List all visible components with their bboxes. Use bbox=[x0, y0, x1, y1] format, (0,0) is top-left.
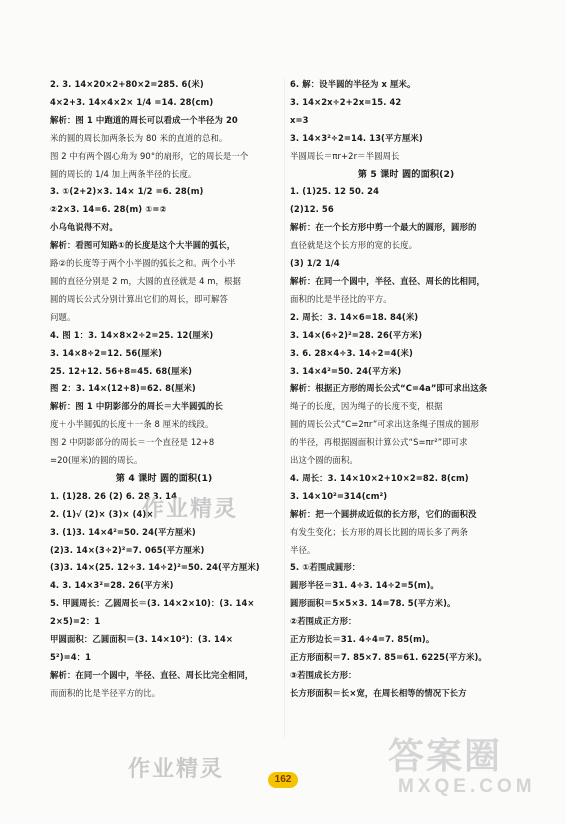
answer-line bbox=[290, 273, 522, 291]
line-text: 3. 14×(6÷2)²=28. 26(平方米) bbox=[290, 329, 423, 340]
answer-line bbox=[290, 237, 522, 255]
answer-line bbox=[50, 363, 278, 381]
analysis-label: 解析 bbox=[290, 222, 307, 233]
answer-line bbox=[290, 345, 522, 363]
line-text: 4. 3. 14×3²=28. 26(平方米) bbox=[50, 580, 174, 591]
section-title bbox=[290, 166, 522, 184]
answer-line bbox=[50, 559, 278, 577]
line-text: 圆的直径分别是 2 m，大圆的直径就是 4 m，根据 bbox=[50, 275, 241, 286]
section-title bbox=[50, 470, 278, 488]
line-text: 2. 3. 14×20×2+80×2=285. 6(米) bbox=[50, 79, 204, 89]
line-text: ：看图可知路①的长度是这个大半圆的弧长， bbox=[66, 240, 236, 251]
right-column bbox=[290, 76, 522, 703]
answer-line bbox=[50, 667, 278, 685]
answer-line bbox=[290, 649, 522, 667]
line-text: 圆的周长公式“C=2πr”可求出这条绳子围成的圆形 bbox=[290, 419, 479, 430]
answer-line bbox=[290, 380, 522, 398]
answer-line bbox=[290, 559, 522, 577]
line-text: 6. 解：设半圆的半径为 x 厘米。 bbox=[290, 79, 416, 89]
answer-line bbox=[290, 398, 522, 416]
line-text: 4×2+3. 14×4×2× 1/4 =14. 28(cm) bbox=[50, 96, 214, 107]
line-text: 有发生变化；长方形的周长比圆的周长多了两条 bbox=[290, 526, 468, 537]
line-text: ②若围成正方形： bbox=[290, 616, 357, 627]
answer-line bbox=[50, 327, 278, 345]
analysis-label: 解析 bbox=[290, 508, 307, 519]
answer-line bbox=[50, 542, 278, 560]
answer-line bbox=[290, 94, 522, 112]
line-text: 出这个圆的面积。 bbox=[290, 455, 358, 466]
answer-line bbox=[50, 112, 278, 130]
answer-line bbox=[50, 649, 278, 667]
line-text: (3) 1/2 1/4 bbox=[290, 258, 340, 269]
line-text: 3. 6. 28×4÷3. 14÷2=4(米) bbox=[290, 347, 413, 358]
line-text: (3)3. 14×(25. 12÷3. 14÷2)²=50. 24(平方厘米) bbox=[50, 562, 260, 573]
answer-line bbox=[50, 148, 278, 166]
line-text: 圆形面积＝5×5×3. 14=78. 5(平方米)。 bbox=[290, 598, 456, 609]
line-text: 米的圆的周长加两条长为 80 米的直道的总和。 bbox=[50, 132, 228, 143]
line-text: 第 4 课时 圆的面积(1) bbox=[115, 472, 213, 484]
line-text: 3. 14×4²=50. 24(平方米) bbox=[290, 365, 402, 376]
answer-line bbox=[50, 183, 278, 201]
line-text: 2. (1)√ (2)× (3)× (4)× bbox=[50, 508, 154, 519]
line-text: 5²)=4：1 bbox=[50, 652, 92, 662]
line-text: 25. 12+12. 56+8=45. 68(厘米) bbox=[50, 365, 193, 376]
watermark-logo-text: 答案圈 bbox=[388, 735, 503, 776]
line-text: 2. 周长：3. 14×6=18. 84(米) bbox=[290, 311, 419, 322]
line-text: 小乌龟说得不对。 bbox=[50, 222, 118, 233]
line-text: 甲圆面积：乙圆面积＝(3. 14×10²)：(3. 14× bbox=[50, 634, 234, 645]
answer-line bbox=[50, 130, 278, 148]
answer-line bbox=[50, 577, 278, 595]
line-text: ：图 1 中阴影部分的周长＝大半圆弧的长 bbox=[66, 401, 223, 412]
answer-line bbox=[50, 237, 278, 255]
page-number-badge: 162 bbox=[268, 772, 298, 788]
line-text: 图 2 中阴影部分的周长＝一个直径是 12+8 bbox=[50, 437, 215, 448]
answer-line bbox=[50, 219, 278, 237]
answer-line bbox=[50, 345, 278, 363]
line-text: 问题。 bbox=[50, 311, 76, 322]
line-text: 的半径，再根据圆面积计算公式“S=πr²”即可求 bbox=[290, 437, 468, 448]
answer-line bbox=[290, 255, 522, 273]
line-text: 度＋小半圆弧的长度＋一条 8 厘米的线段。 bbox=[50, 419, 214, 430]
answer-line bbox=[50, 380, 278, 398]
line-text: 半径。 bbox=[290, 544, 316, 555]
line-text: ：图 1 中跑道的周长可以看成一个半径为 20 bbox=[66, 114, 238, 125]
answer-line bbox=[50, 309, 278, 327]
answer-line bbox=[290, 613, 522, 631]
line-text: ：把一个圆拼成近似的长方形，它们的面积没 bbox=[306, 508, 477, 519]
answer-line bbox=[290, 506, 522, 524]
line-text: 3. (1)3. 14×4²=50. 24(平方厘米) bbox=[50, 526, 196, 537]
line-text: 5. 甲圆周长：乙圆周长＝(3. 14×2×10)：(3. 14× bbox=[50, 598, 255, 609]
line-text: 圆的周长公式分别计算出它们的周长，即可解答 bbox=[50, 293, 228, 304]
answer-line bbox=[50, 76, 278, 94]
line-text: ：在同一个圆中，半径、直径、周长的比相同， bbox=[306, 275, 485, 286]
answer-line bbox=[290, 595, 522, 613]
answer-line bbox=[50, 613, 278, 631]
answer-line bbox=[290, 76, 522, 94]
answer-line bbox=[290, 631, 522, 649]
left-column bbox=[50, 76, 278, 703]
analysis-label: 解析 bbox=[50, 669, 67, 680]
line-text: 4. 周长：3. 14×10×2+10×2=82. 8(cm) bbox=[290, 472, 469, 483]
answer-line bbox=[50, 94, 278, 112]
watermark-url: MXQE.COM bbox=[398, 776, 536, 797]
line-text: 面积的比是半径比的平方。 bbox=[290, 293, 392, 304]
line-text: 3. 14×10²=314(cm²) bbox=[290, 490, 388, 501]
line-text: 绳子的长度，因为绳子的长度不变，根据 bbox=[290, 401, 443, 412]
line-text: 3. 14×8÷2=12. 56(厘米) bbox=[50, 347, 163, 358]
line-text: 第 5 课时 圆的面积(2) bbox=[357, 168, 455, 180]
answer-line bbox=[50, 452, 278, 470]
answer-line bbox=[50, 255, 278, 273]
site-watermark bbox=[388, 736, 536, 798]
line-text: x=3 bbox=[290, 114, 309, 125]
answer-line bbox=[290, 577, 522, 595]
answer-line bbox=[290, 470, 522, 488]
scan-fold-line bbox=[284, 78, 285, 738]
answer-line bbox=[290, 219, 522, 237]
answer-line bbox=[50, 524, 278, 542]
line-text: 3. ①(2+2)×3. 14× 1/2 =6. 28(m) bbox=[50, 186, 204, 197]
line-text: 而面积的比是半径平方的比。 bbox=[50, 687, 161, 698]
line-text: =20(厘米)的圆的周长。 bbox=[50, 455, 143, 466]
answer-line bbox=[290, 542, 522, 560]
answer-line bbox=[290, 416, 522, 434]
analysis-label: 解析 bbox=[50, 114, 67, 125]
answer-line bbox=[290, 148, 522, 166]
line-text: ：在同一个圆中，半径、直径、周长比完全相同， bbox=[66, 669, 254, 680]
answer-line bbox=[290, 488, 522, 506]
answer-line bbox=[50, 201, 278, 219]
answer-line bbox=[50, 434, 278, 452]
answer-line bbox=[290, 112, 522, 130]
analysis-label: 解析 bbox=[290, 275, 307, 286]
stamp-watermark-top: 作业精灵 bbox=[142, 497, 239, 522]
analysis-label: 解析 bbox=[50, 240, 67, 251]
line-text: 圆的周长的 1/4 加上两条半径的长度。 bbox=[50, 168, 197, 179]
line-text: 1. (1)25. 12 50. 24 bbox=[290, 186, 380, 197]
line-text: 长方形面积＝长×宽，在周长相等的情况下长方 bbox=[290, 687, 467, 698]
line-text: 3. 14×3²÷2=14. 13(平方厘米) bbox=[290, 132, 423, 143]
answer-line bbox=[290, 183, 522, 201]
line-text: 图 2：3. 14×(12+8)=62. 8(厘米) bbox=[50, 383, 196, 394]
line-text: 1. (1)28. 26 (2) 6. 28 3. 14 bbox=[50, 490, 178, 501]
answer-line bbox=[290, 667, 522, 685]
line-text: 正方形边长＝31. 4÷4=7. 85(m)。 bbox=[290, 634, 435, 645]
line-text: 圆形半径＝31. 4÷3. 14÷2=5(m)。 bbox=[290, 580, 439, 591]
answer-line bbox=[290, 452, 522, 470]
line-text: 图 2 中有两个圆心角为 90°的扇形，它的周长是一个 bbox=[50, 150, 249, 161]
answer-line bbox=[290, 309, 522, 327]
line-text: 2×5)=2：1 bbox=[50, 616, 101, 627]
answer-line bbox=[290, 130, 522, 148]
line-text: ：在一个长方形中剪一个最大的圆形，圆形的 bbox=[306, 222, 477, 233]
answer-line bbox=[290, 363, 522, 381]
stamp-watermark-bottom: 作业精灵 bbox=[128, 757, 225, 782]
line-text: ：根据正方形的周长公式“C=4a”即可求出这条 bbox=[306, 383, 488, 394]
line-text: ②2×3. 14=6. 28(m) ①=② bbox=[50, 204, 167, 215]
line-text: 正方形面积＝7. 85×7. 85=61. 6225(平方米)。 bbox=[290, 652, 487, 662]
answer-line bbox=[50, 595, 278, 613]
line-text: 3. 14×2x÷2+2x=15. 42 bbox=[290, 96, 402, 107]
line-text: 路②的长度等于两个小半圆的弧长之和。两个小半 bbox=[50, 258, 236, 269]
answer-line bbox=[50, 416, 278, 434]
answer-line bbox=[50, 398, 278, 416]
line-text: (2)12. 56 bbox=[290, 204, 334, 215]
analysis-label: 解析 bbox=[290, 383, 307, 394]
answer-line bbox=[290, 327, 522, 345]
line-text: ③若围成长方形： bbox=[290, 669, 357, 680]
answer-line bbox=[50, 631, 278, 649]
answer-line bbox=[50, 291, 278, 309]
line-text: 4. 图 1：3. 14×8×2÷2=25. 12(厘米) bbox=[50, 329, 214, 340]
answer-line bbox=[50, 685, 278, 703]
analysis-label: 解析 bbox=[50, 401, 67, 412]
line-text: 半圆周长＝πr+2r＝半圆周长 bbox=[290, 150, 400, 161]
answer-line bbox=[290, 524, 522, 542]
answer-line bbox=[290, 685, 522, 703]
answer-line bbox=[290, 434, 522, 452]
line-text: 直径就是这个长方形的宽的长度。 bbox=[290, 240, 418, 251]
answer-line bbox=[290, 291, 522, 309]
answer-line bbox=[290, 201, 522, 219]
line-text: 5. ①若围成圆形： bbox=[290, 562, 361, 573]
answer-line bbox=[50, 166, 278, 184]
line-text: (2)3. 14×(3÷2)²=7. 065(平方厘米) bbox=[50, 544, 205, 555]
answer-line bbox=[50, 273, 278, 291]
